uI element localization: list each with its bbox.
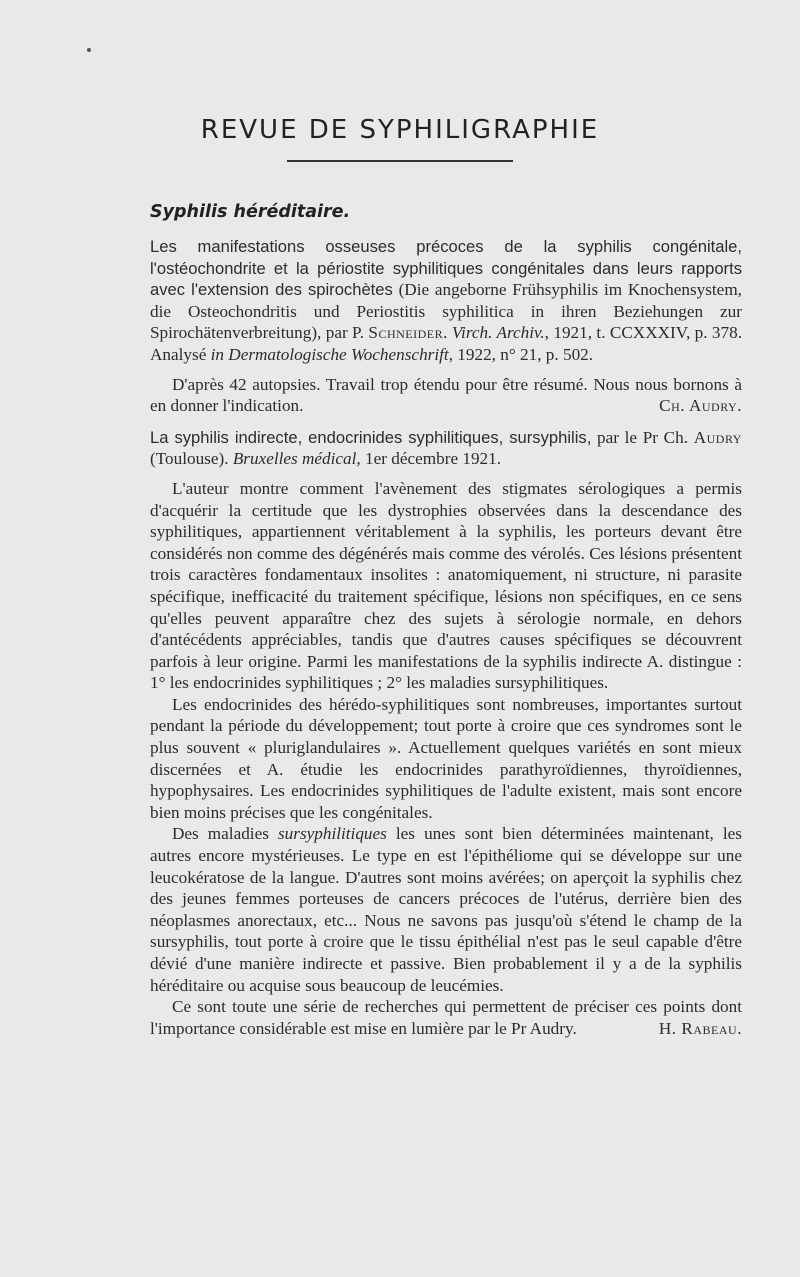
- article2-paragraph-3-post: les unes sont bien déterminées maintenant, les autres encore mystérieuses. Le type en est l'épithéliome qui se développe sur une leucokératose de la langue. D'autres sont moins avérées; on aperçoit la syphilis chez des jeunes femmes porteuses de cancers précoces de l'utérus, derrière bien des néoplasmes anorectaux, etc... Nous ne savons pas jusqu'où s'étend le champ de la sursyphilis, tout porte à croire que le tissu épithélial n'est pas le seul capable d'être dévié d'une manière indirecte et passive. Bien probablement il y a de la syphilis héréditaire ou acquise sous beaucoup de leucémies.: [150, 824, 742, 995]
- page-title: REVUE DE SYPHILIGRAPHIE: [200, 115, 600, 145]
- article1-author: Schneider: [368, 323, 444, 343]
- article1-citation-mid: , 1921, t. CCXXXIV, p. 378. Analysé: [150, 323, 743, 364]
- article1-title: Les manifestations osseuses précoces de la syphilis congénitale, l'ostéochondrite et la périostite syphilitiques congénitales dans leurs rapports avec l'extension des spirochètes: [150, 237, 742, 300]
- article2-paragraph-2: Les endocrinides des hérédo-syphilitiques sont nombreuses, importantes surtout pendant la période du développement; tout porte à croire que ces syndromes sont le plus souvent « pluriglandulaires ». Actuellement quelques variétés en sont mieux discernées et A. étudie les endocrinides parathyroïdiennes, thyroïdiennes, hypophysaires. Les endocrinides syphilitiques de l'adulte existent, mais sont encore bien moins précises que les congénitales.: [150, 694, 742, 822]
- article2-paragraph-4-text: Ce sont toute une série de recherches qui permettent de préciser ces points dont l'importance considérable est mise en lumière par le Pr Audry.: [150, 997, 742, 1038]
- article1-journal: Virch. Archiv.: [451, 323, 545, 343]
- article2-journal: Bruxelles médical,: [232, 449, 361, 469]
- section-heading: Syphilis héréditaire.: [150, 202, 351, 222]
- article1-citation: Les manifestations osseuses précoces de la syphilis congénitale, l'ostéochondrite et la périostite syphilitiques congénitales dans leurs rapports avec l'extension des spirochètes (Die angeborne Frühsyphilis im Knochensystem, die Osteochondritis und Periostitis syphilitica in ihren Beziehungen zur Spirochätenverbreitung), par P. Schneider. Virch. Archiv., 1921, t. CCXXXIV, p. 378. Analysé in Dermatologische Wochenschrift, 1922, n° 21, p. 502.: [150, 237, 743, 364]
- article2-byline-post: 1er décembre 1921.: [360, 449, 502, 469]
- article1-analysis: in Dermatologische Wochenschrift: [210, 344, 449, 364]
- article1-signature: Ch. Audry.: [659, 396, 742, 416]
- article2-author: Audry: [693, 427, 742, 447]
- article1-citation-post: , 1922, n° 21, p. 502.: [448, 344, 594, 364]
- article1-paragraph: [150, 374, 742, 417]
- article2-paragraph-1: L'auteur montre comment l'avènement des stigmates sérologiques a permis d'acquérir la certitude que les dystrophies observées dans la descendance des syphilitiques, appartiennent véritablement à la syphilis, les porteurs devant être considérés non comme des dégénérés mais comme des vérolés. Ces lésions présentent trois caractères fondamentaux insolites : anatomiquement, ni structure, ni parasite spécifique, inefficacité du traitement spécifique, lésions non spécifiques, en ce sens qu'elles peuvent apparaître chez des sujets à sérologie normale, en dehors d'antécédents appréciables, tandis que d'autres causes spécifiques se découvrent parfois à leur origine. Parmi les manifestations de la syphilis indirecte A. distingue : 1° les endocrinides syphilitiques ; 2° les maladies sursyphilitiques.: [150, 478, 742, 693]
- article2-paragraph-3: [150, 823, 742, 996]
- article2-citation: [150, 427, 742, 470]
- speck-mark: [87, 48, 91, 52]
- article1-citation-pre: (Die angeborne Frühsyphilis im Knochensystem, die Osteochondritis und Periostitis syphilitica in ihren Beziehungen zur Spirochätenverbreitung), par P.: [150, 280, 742, 343]
- article2-signature: H. Rabeau.: [658, 1018, 742, 1038]
- article1-body: D'après 42 autopsies. Travail trop étendu pour être résumé. Nous nous bornons à en donner l'indication.: [150, 374, 742, 416]
- article2-byline-pre: par le Pr Ch.: [591, 427, 694, 447]
- article2-paragraph-3-em: sursyphilitiques: [277, 824, 387, 844]
- article2-title: La syphilis indirecte, endocrinides syphilitiques, sursyphilis,: [150, 427, 592, 447]
- article2-byline-mid: (Toulouse).: [150, 449, 233, 469]
- article-body: [150, 236, 742, 1039]
- article2-paragraph-3-pre: Des maladies: [172, 824, 278, 844]
- article2-paragraph-4: [150, 996, 742, 1039]
- title-divider: [287, 160, 513, 162]
